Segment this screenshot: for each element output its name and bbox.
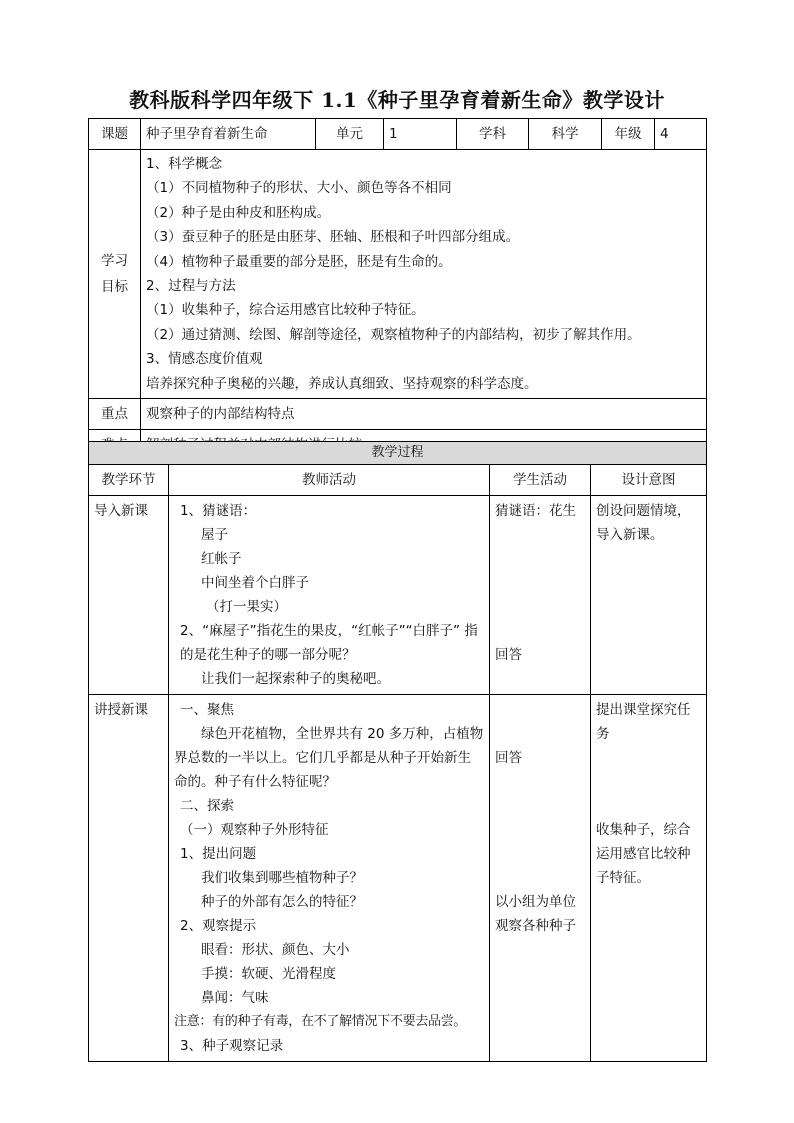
- unit-value: 1: [384, 119, 457, 150]
- goal-line: 培养探究种子奥秘的兴趣，养成认真细致、坚持观察的科学态度。: [146, 375, 538, 392]
- goal-line: （1）不同植物种子的形状、大小、颜色等各不相同: [146, 180, 452, 197]
- header-intent: 设计意图: [591, 465, 707, 496]
- label-subject: 学科: [457, 119, 529, 150]
- label-key-point: 重点: [89, 399, 141, 430]
- label-topic: 课题: [89, 119, 141, 150]
- key-point-text: 观察种子的内部结构特点: [141, 399, 707, 430]
- teacher-line: 我们收集到哪些植物种子？: [201, 870, 363, 886]
- goals-label-line: 目标: [101, 279, 128, 296]
- teacher-line: 中间坐着个白胖子: [201, 575, 309, 591]
- teacher-line: 二、探索: [180, 798, 234, 814]
- page-title: 教科版科学四年级下 1.1《种子里孕育着新生命》教学设计: [129, 88, 665, 112]
- teacher-cell: [169, 496, 490, 695]
- goal-line: 1、科学概念: [146, 156, 223, 172]
- teacher-line: 3、种子观察记录: [180, 1038, 284, 1054]
- goal-line: 3、情感态度价值观: [146, 351, 263, 368]
- intent-line: 收集种子，综合运用感官比较种子特征。: [596, 822, 691, 886]
- label-goals: [89, 150, 141, 399]
- topic-value: 种子里孕育着新生命: [141, 119, 316, 150]
- teacher-line: （打一果实）: [206, 599, 287, 615]
- lesson-info-table: [88, 118, 707, 461]
- teacher-line: 鼻闻：气味: [201, 990, 269, 1006]
- table-row: [89, 496, 707, 695]
- student-line: 回答: [495, 647, 522, 663]
- label-grade: 年级: [602, 119, 655, 150]
- stage-cell: 导入新课: [89, 496, 169, 695]
- teacher-line: 屋子: [201, 527, 228, 543]
- teacher-line: （一）观察种子外形特征: [180, 822, 329, 838]
- student-line: 猜谜语：花生: [495, 503, 576, 519]
- goal-line: （2）种子是由种皮和胚构成。: [146, 204, 331, 221]
- teacher-line: 让我们一起探索种子的奥秘吧。: [201, 671, 390, 687]
- teacher-line: 1、提出问题: [180, 846, 257, 862]
- teacher-line: 眼看：形状、颜色、大小: [201, 942, 350, 958]
- header-stage: 教学环节: [89, 465, 169, 496]
- teacher-line: 1、猜谜语：: [180, 503, 257, 519]
- goal-line: （3）蚕豆种子的胚是由胚芽、胚轴、胚根和子叶四部分组成。: [146, 229, 520, 246]
- intent-cell: [591, 496, 707, 695]
- grade-value: 4: [655, 119, 707, 150]
- header-student: 学生活动: [490, 465, 591, 496]
- stage-cell: 讲授新课: [89, 695, 169, 1062]
- goal-line: （2）通过猜测、绘图、解剖等途径，观察植物种子的内部结构，初步了解其作用。: [146, 326, 641, 343]
- intent-line: 创设问题情境，导入新课。: [596, 503, 691, 543]
- subject-value: 科学: [529, 119, 602, 150]
- student-line: 回答: [495, 750, 522, 766]
- student-line: 以小组为单位观察各种种子: [495, 894, 576, 934]
- header-teacher: 教师活动: [169, 465, 490, 496]
- teacher-line: 2、观察提示: [180, 918, 257, 934]
- goal-line: （4）植物种子最重要的部分是胚，胚是有生命的。: [146, 253, 452, 270]
- student-cell: [490, 695, 591, 1062]
- intent-cell: [591, 695, 707, 1062]
- teacher-line: 种子的外部有怎么的特征？: [201, 894, 363, 910]
- teacher-line: 2、“麻屋子”指花生的果皮，“红帐子”“白胖子” 指的是花生种子的哪一部分呢？: [180, 623, 478, 663]
- teacher-line: 手摸：软硬、光滑程度: [201, 966, 336, 982]
- process-table: [88, 441, 707, 1062]
- teacher-line: 一、聚焦: [180, 702, 234, 718]
- label-unit: 单元: [316, 119, 384, 150]
- process-title: 教学过程: [89, 442, 707, 465]
- goals-content: [141, 150, 707, 399]
- teacher-line: 注意：有的种子有毒，在不了解情况下不要去品尝。: [174, 1014, 467, 1029]
- teacher-line: 绿色开花植物，全世界共有 20 多万种，占植物界总数的一半以上。它们几乎都是从种子开始新生命的。种子有什么特征呢？: [174, 726, 484, 790]
- teacher-cell: [169, 695, 490, 1062]
- student-cell: [490, 496, 591, 695]
- teacher-line: 红帐子: [201, 551, 242, 567]
- goals-label-line: 学习: [101, 253, 128, 270]
- table-row: [89, 695, 707, 1062]
- goal-line: （1）收集种子，综合运用感官比较种子特征。: [146, 302, 425, 319]
- goal-line: 2、过程与方法: [146, 278, 236, 295]
- intent-line: 提出课堂探究任务: [596, 702, 691, 742]
